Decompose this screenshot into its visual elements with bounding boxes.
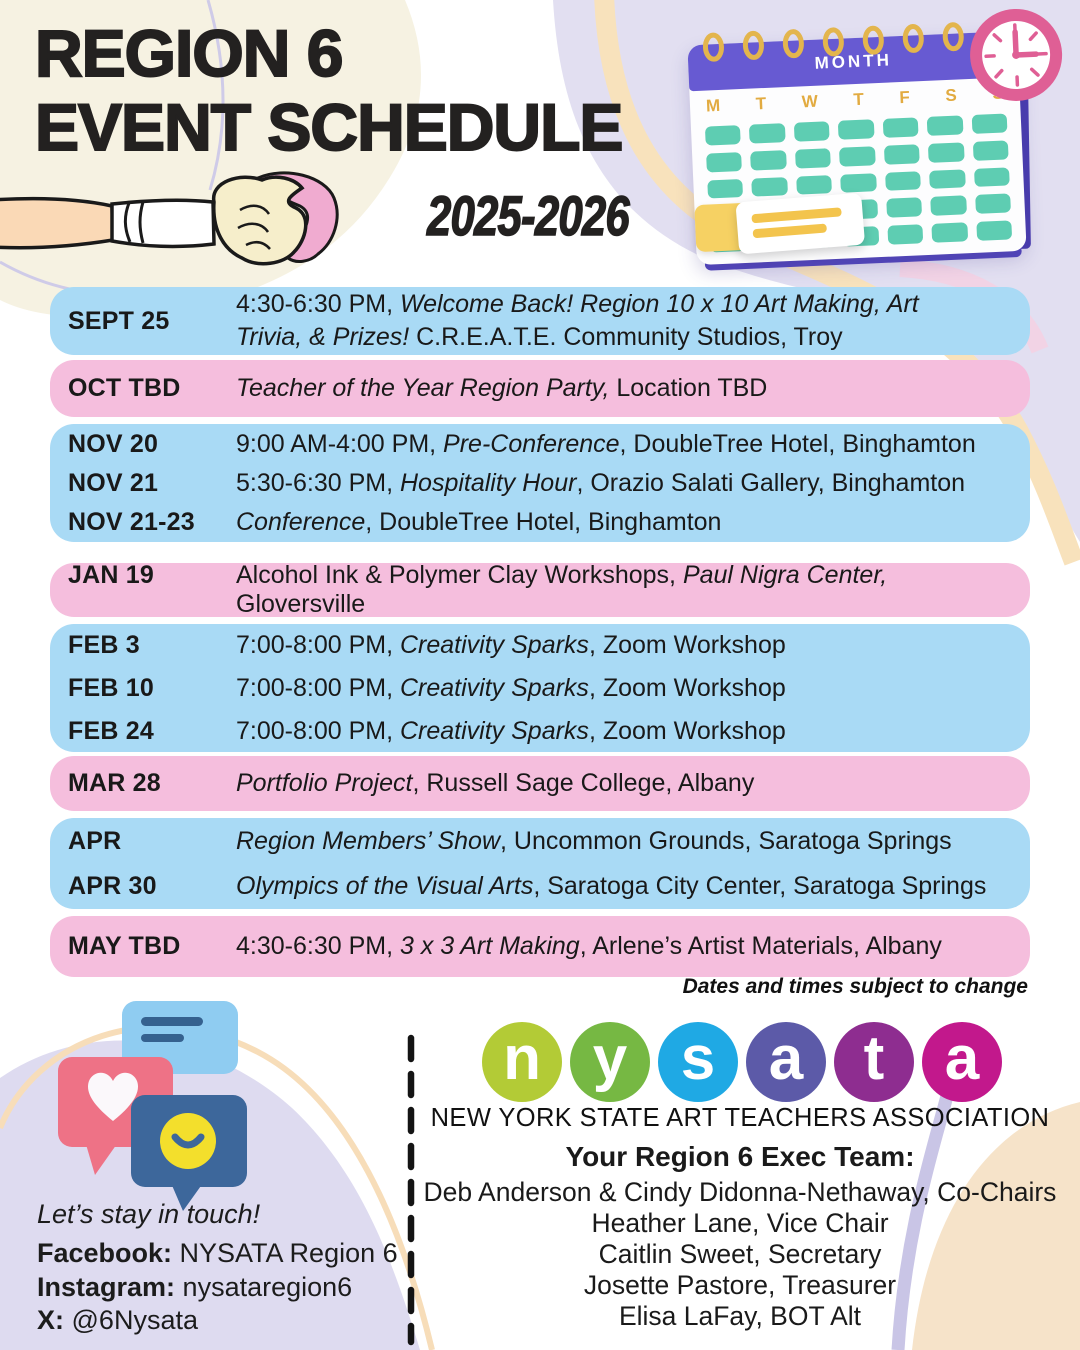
event-row xyxy=(50,360,1030,417)
social-item: Facebook: NYSATA Region 6 xyxy=(37,1238,398,1268)
event-date: FEB 10 xyxy=(68,673,154,702)
event-description: Portfolio Project, Russell Sage College, Albany xyxy=(236,769,755,797)
social-tagline: Let’s stay in touch! xyxy=(37,1199,261,1229)
team-member: Elisa LaFay, BOT Alt xyxy=(618,1301,862,1331)
event-row xyxy=(50,424,1030,542)
event-description: 7:00-8:00 PM, Creativity Sparks, Zoom Workshop xyxy=(236,630,786,659)
logo-letter-circle: t xyxy=(834,1022,914,1102)
org-name: NEW YORK STATE ART TEACHERS ASSOCIATION xyxy=(430,1104,1050,1132)
event-date: OCT TBD xyxy=(68,374,181,402)
calendar-month-header: MONTH xyxy=(687,31,1019,91)
calendar-day-letter: F xyxy=(898,87,911,108)
event-date: MAR 28 xyxy=(68,769,161,797)
event-date: FEB 24 xyxy=(68,716,154,745)
calendar-day-letter: M xyxy=(705,95,721,116)
logo-letter-circle: y xyxy=(570,1022,650,1102)
title-line-2: EVENT SCHEDULE xyxy=(35,90,623,164)
event-date: MAY TBD xyxy=(68,932,181,960)
team-member: Deb Anderson & Cindy Didonna-Nethaway, Co-Chairs xyxy=(423,1177,1057,1207)
social-item: X: @6Nysata xyxy=(37,1305,198,1335)
calendar-day-letter: S xyxy=(944,85,958,106)
event-date: NOV 21-23 xyxy=(68,507,195,536)
event-date: JAN 19 xyxy=(68,561,154,589)
event-description: 7:00-8:00 PM, Creativity Sparks, Zoom Workshop xyxy=(236,716,786,745)
event-row xyxy=(50,563,1030,617)
event-description: Alcohol Ink & Polymer Clay Workshops, Paul Nigra Center, Gloversville xyxy=(236,561,888,618)
title-line-1: REGION 6 xyxy=(35,16,343,90)
logo-letter-circle: a xyxy=(746,1022,826,1102)
logo-letter-circle: a xyxy=(922,1022,1002,1102)
event-description: Conference, DoubleTree Hotel, Binghamton xyxy=(236,507,722,536)
event-row xyxy=(50,287,1030,355)
event-date: NOV 21 xyxy=(68,468,159,497)
event-description: 5:30-6:30 PM, Hospitality Hour, Orazio Salati Gallery, Binghamton xyxy=(236,468,966,497)
event-date: NOV 20 xyxy=(68,429,159,458)
event-row xyxy=(50,818,1030,909)
event-date: APR 30 xyxy=(68,871,157,900)
exec-team-heading: Your Region 6 Exec Team: xyxy=(565,1141,915,1172)
event-date: SEPT 25 xyxy=(68,306,170,335)
event-row xyxy=(50,624,1030,752)
calendar-day-letter: T xyxy=(755,93,767,114)
event-row xyxy=(50,756,1030,811)
event-description: Olympics of the Visual Arts, Saratoga City Center, Saratoga Springs xyxy=(236,871,987,900)
disclaimer: Dates and times subject to change xyxy=(682,975,1028,998)
event-row xyxy=(50,916,1030,977)
event-date: FEB 3 xyxy=(68,630,140,659)
team-member: Josette Pastore, Treasurer xyxy=(583,1270,897,1300)
logo-letter-circle: n xyxy=(482,1022,562,1102)
calendar-day-letter: T xyxy=(853,89,865,110)
team-member: Heather Lane, Vice Chair xyxy=(591,1208,889,1238)
logo-letter-circle: s xyxy=(658,1022,738,1102)
event-description: 7:00-8:00 PM, Creativity Sparks, Zoom Workshop xyxy=(236,673,786,702)
event-date: APR xyxy=(68,826,122,855)
event-description: 9:00 AM-4:00 PM, Pre-Conference, DoubleTree Hotel, Binghamton xyxy=(236,429,976,458)
season-label: 2025-2026 xyxy=(427,184,629,247)
social-item: Instagram: nysataregion6 xyxy=(37,1271,353,1302)
event-description: 4:30-6:30 PM, Welcome Back! Region 10 x 10 Art Making, Art Trivia, & Prizes! C.R.E.A.T.E. Community Studios, Troy xyxy=(236,290,919,351)
event-description: 4:30-6:30 PM, 3 x 3 Art Making, Arlene’s Artist Materials, Albany xyxy=(236,932,942,960)
calendar-day-letter: W xyxy=(801,91,819,112)
event-description: Region Members’ Show, Uncommon Grounds, Saratoga Springs xyxy=(236,826,952,855)
event-description: Teacher of the Year Region Party, Location TBD xyxy=(236,374,768,402)
team-member: Caitlin Sweet, Secretary xyxy=(598,1239,882,1269)
